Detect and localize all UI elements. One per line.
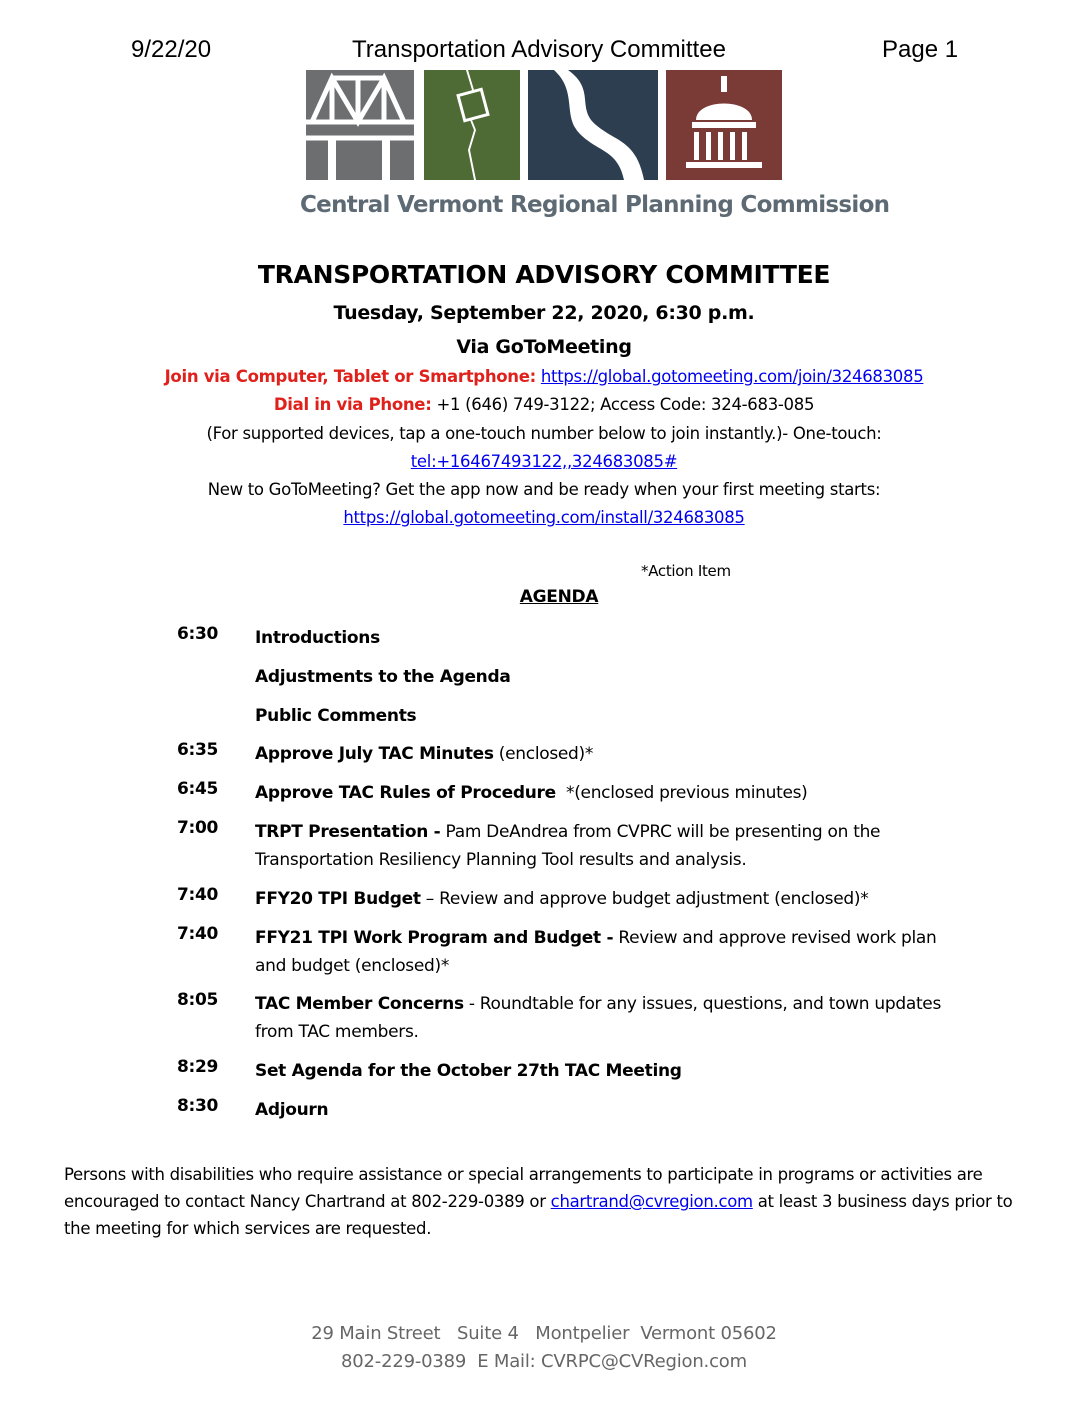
accessibility-text-before: Persons with disabilities who require assistance or special arrangements to participate in programs or activities are encouraged to contact Nancy Chartrand at 802-229-0389 or <box>64 1165 983 1211</box>
one-touch-line <box>0 452 1088 471</box>
agenda-rest: – Review and approve budget adjustment (enclosed)* <box>420 889 869 909</box>
contact-email-link[interactable]: chartrand@cvregion.com <box>550 1192 753 1211</box>
agenda-time: 8:29 <box>177 1057 219 1077</box>
logo-vermont-panel <box>424 70 474 180</box>
agenda-desc <box>255 990 970 1046</box>
dial-label: Dial in via Phone: <box>273 395 432 414</box>
install-link[interactable]: https://global.gotomeeting.com/install/324683085 <box>343 508 745 527</box>
agenda-desc <box>255 1057 975 1085</box>
agenda-heading: AGENDA <box>519 587 599 607</box>
agenda-desc <box>255 740 975 768</box>
footer-address: 29 Main Street Suite 4 Montpelier Vermont 05602 <box>311 1323 777 1344</box>
footer-contact: 802-229-0389 E Mail: CVRPC@CVRegion.com <box>341 1351 747 1372</box>
agenda-desc <box>255 702 975 730</box>
agenda-desc <box>255 624 975 652</box>
install-line <box>0 508 1088 527</box>
agenda-title: Approve TAC Rules of Procedure <box>255 783 556 803</box>
agenda-desc <box>255 663 975 691</box>
agenda-rest: Pam DeAndrea from CVPRC will be presenting on the Transportation Resiliency Planning Tool results and analysis. <box>255 822 881 870</box>
org-name: Central Vermont Regional Planning Commission <box>300 192 890 218</box>
agenda-title: Public Comments <box>255 706 417 726</box>
agenda-desc <box>255 818 915 874</box>
accessibility-note <box>64 1161 1024 1242</box>
header-title: Transportation Advisory Committee <box>352 36 726 63</box>
agenda-title: FFY20 TPI Budget <box>255 889 421 909</box>
agenda-title: Adjustments to the Agenda <box>255 667 511 687</box>
meeting-platform: Via GoToMeeting <box>456 336 632 358</box>
one-touch-link[interactable]: tel:+16467493122,,324683085# <box>410 452 678 471</box>
agenda-title: Adjourn <box>255 1100 329 1120</box>
agenda-title: FFY21 TPI Work Program and Budget - <box>255 928 614 948</box>
agenda-rest: Review and approve revised work plan and budget (enclosed)* <box>255 928 937 976</box>
agenda-time: 6:45 <box>177 779 219 799</box>
action-item-note: *Action Item <box>641 562 731 580</box>
agenda-desc <box>255 924 945 980</box>
agenda-desc <box>255 885 975 913</box>
dial-text: +1 (646) 749-3122; Access Code: 324-683-085 <box>436 395 815 414</box>
dial-line <box>0 395 1088 414</box>
header-page-number: Page 1 <box>882 36 959 63</box>
meeting-title: TRANSPORTATION ADVISORY COMMITTEE <box>257 260 831 289</box>
cvrpc-logo <box>306 70 782 180</box>
accessibility-text-after: at least 3 business days prior to the meeting for which services are requested. <box>64 1192 1013 1238</box>
join-label: Join via Computer, Tablet or Smartphone: <box>164 367 536 386</box>
join-line <box>0 367 1088 386</box>
join-link[interactable]: https://global.gotomeeting.com/join/324683085 <box>540 367 924 386</box>
agenda-desc <box>255 1096 975 1124</box>
agenda-time: 7:40 <box>177 924 219 944</box>
agenda-time: 7:00 <box>177 818 219 838</box>
agenda-rest: - Roundtable for any issues, questions, and town updates from TAC members. <box>255 994 942 1042</box>
agenda-title: TAC Member Concerns <box>255 994 464 1014</box>
agenda-rest: *(enclosed previous minutes) <box>555 783 808 803</box>
agenda-rest: (enclosed)* <box>493 744 594 764</box>
vermont-map-icon <box>468 70 520 180</box>
meeting-datetime: Tuesday, September 22, 2020, 6:30 p.m. <box>333 302 755 324</box>
agenda-time: 8:05 <box>177 990 219 1010</box>
new-user-text: New to GoToMeeting? Get the app now and be ready when your first meeting starts: <box>207 480 881 499</box>
agenda-time: 8:30 <box>177 1096 219 1116</box>
header-date: 9/22/20 <box>131 36 212 63</box>
agenda-time: 6:35 <box>177 740 219 760</box>
agenda-desc <box>255 779 975 807</box>
agenda-time: 7:40 <box>177 885 219 905</box>
agenda-title: Approve July TAC Minutes <box>255 744 494 764</box>
agenda-time: 6:30 <box>177 624 219 644</box>
agenda-title: TRPT Presentation - <box>255 822 441 842</box>
agenda-title: Set Agenda for the October 27th TAC Meeting <box>255 1061 682 1081</box>
supported-devices-text: (For supported devices, tap a one-touch number below to join instantly.)- One-touch: <box>206 424 882 443</box>
agenda-title: Introductions <box>255 628 380 648</box>
